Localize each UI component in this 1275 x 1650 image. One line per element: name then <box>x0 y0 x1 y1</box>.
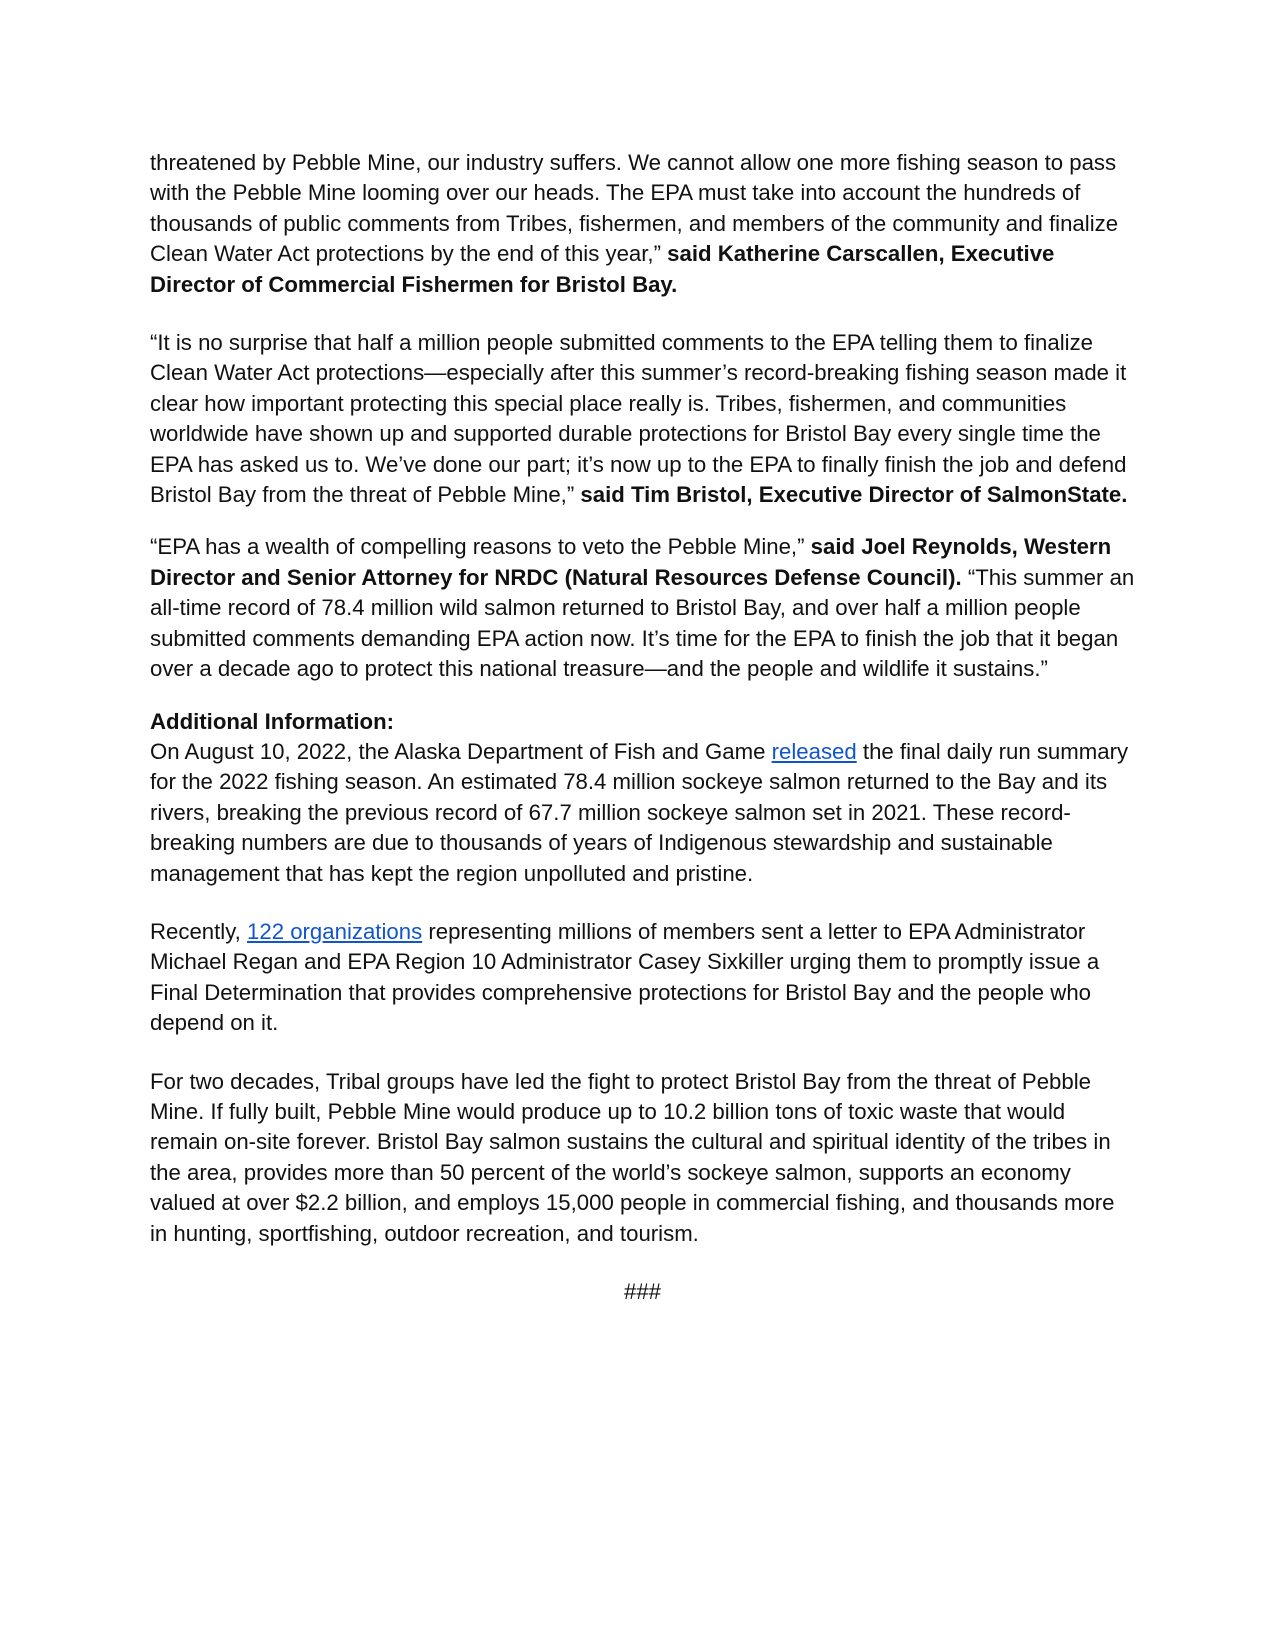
end-mark: ### <box>623 1279 662 1304</box>
paragraph-carscallen-quote <box>150 148 1135 300</box>
body-text: Recently, <box>150 918 241 944</box>
body-text: For two decades, Tribal groups have led the fight to protect Bristol Bay from the threat of Pebble Mine. If fully built, Pebble Mine would produce up to 10.2 billion tons of toxic waste that would remain on-site forever. Bristol Bay salmon sustains the cultural and spiritual identity of the tribes in the area, provides more than 50 percent of the world’s sockeye salmon, supports an economy valued at over $2.2 billion, and employs 15,000 people in commercial fishing, and thousands more in hunting, sportfishing, outdoor recreation, and tourism. <box>150 1068 1115 1246</box>
quote-lead: “EPA has a wealth of compelling reasons to veto the Pebble Mine,” <box>150 534 805 560</box>
paragraph-additional-information <box>150 707 1135 889</box>
quote-attribution: said Katherine Carscallen, Executive Director of Commercial Fishermen for Bristol Bay. <box>150 241 1055 297</box>
body-text: On August 10, 2022, the Alaska Department of Fish and Game <box>150 738 766 764</box>
organizations-link[interactable]: 122 organizations <box>247 918 423 944</box>
released-link[interactable]: released <box>771 738 857 764</box>
quote-attribution: said Tim Bristol, Executive Director of SalmonState. <box>580 482 1128 508</box>
paragraph-bristol-quote <box>150 328 1135 510</box>
paragraph-reynolds-quote <box>150 532 1135 684</box>
quote-text: “It is no surprise that half a million people submitted comments to the EPA telling them to finalize Clean Water Act protections—especially after this summer’s record-breaking fishing season made it clear how important protecting this special place really is. Tribes, fishermen, and communities worldwide have shown up and supported durable protections for Bristol Bay every single time the EPA has asked us to. We’ve done our part; it’s now up to the EPA to finally finish the job and defend Bristol Bay from the threat of Pebble Mine,” <box>150 330 1127 508</box>
paragraph-organizations-letter <box>150 917 1135 1039</box>
quote-attribution: said Joel Reynolds, Western Director and Senior Attorney for NRDC (Natural Resources Defense Council). <box>150 534 1112 590</box>
document-page <box>150 148 1135 1307</box>
body-text: the final daily run summary for the 2022 fishing season. An estimated 78.4 million sockeye salmon returned to the Bay and its rivers, breaking the previous record of 67.7 million sockeye salmon set in 2021. These record-breaking numbers are due to thousands of years of Indigenous stewardship and sustainable management that has kept the region unpolluted and pristine. <box>150 738 1129 886</box>
paragraph-background <box>150 1067 1135 1249</box>
body-text: representing millions of members sent a letter to EPA Administrator Michael Regan and EPA Region 10 Administrator Casey Sixkiller urging them to promptly issue a Final Determination that provides comprehensive protections for Bristol Bay and the people who depend on it. <box>150 918 1100 1036</box>
section-heading: Additional Information: <box>150 708 395 734</box>
quote-text: “This summer an all-time record of 78.4 million wild salmon returned to Bristol Bay, and over half a million people submitted comments demanding EPA action now. It’s time for the EPA to finish the job that it began over a decade ago to protect this national treasure—and the people and wildlife it sustains.” <box>150 564 1135 682</box>
quote-text: threatened by Pebble Mine, our industry suffers. We cannot allow one more fishing season to pass with the Pebble Mine looming over our heads. The EPA must take into account the hundreds of thousands of public comments from Tribes, fishermen, and members of the community and finalize Clean Water Act protections by the end of this year,” <box>150 150 1119 267</box>
